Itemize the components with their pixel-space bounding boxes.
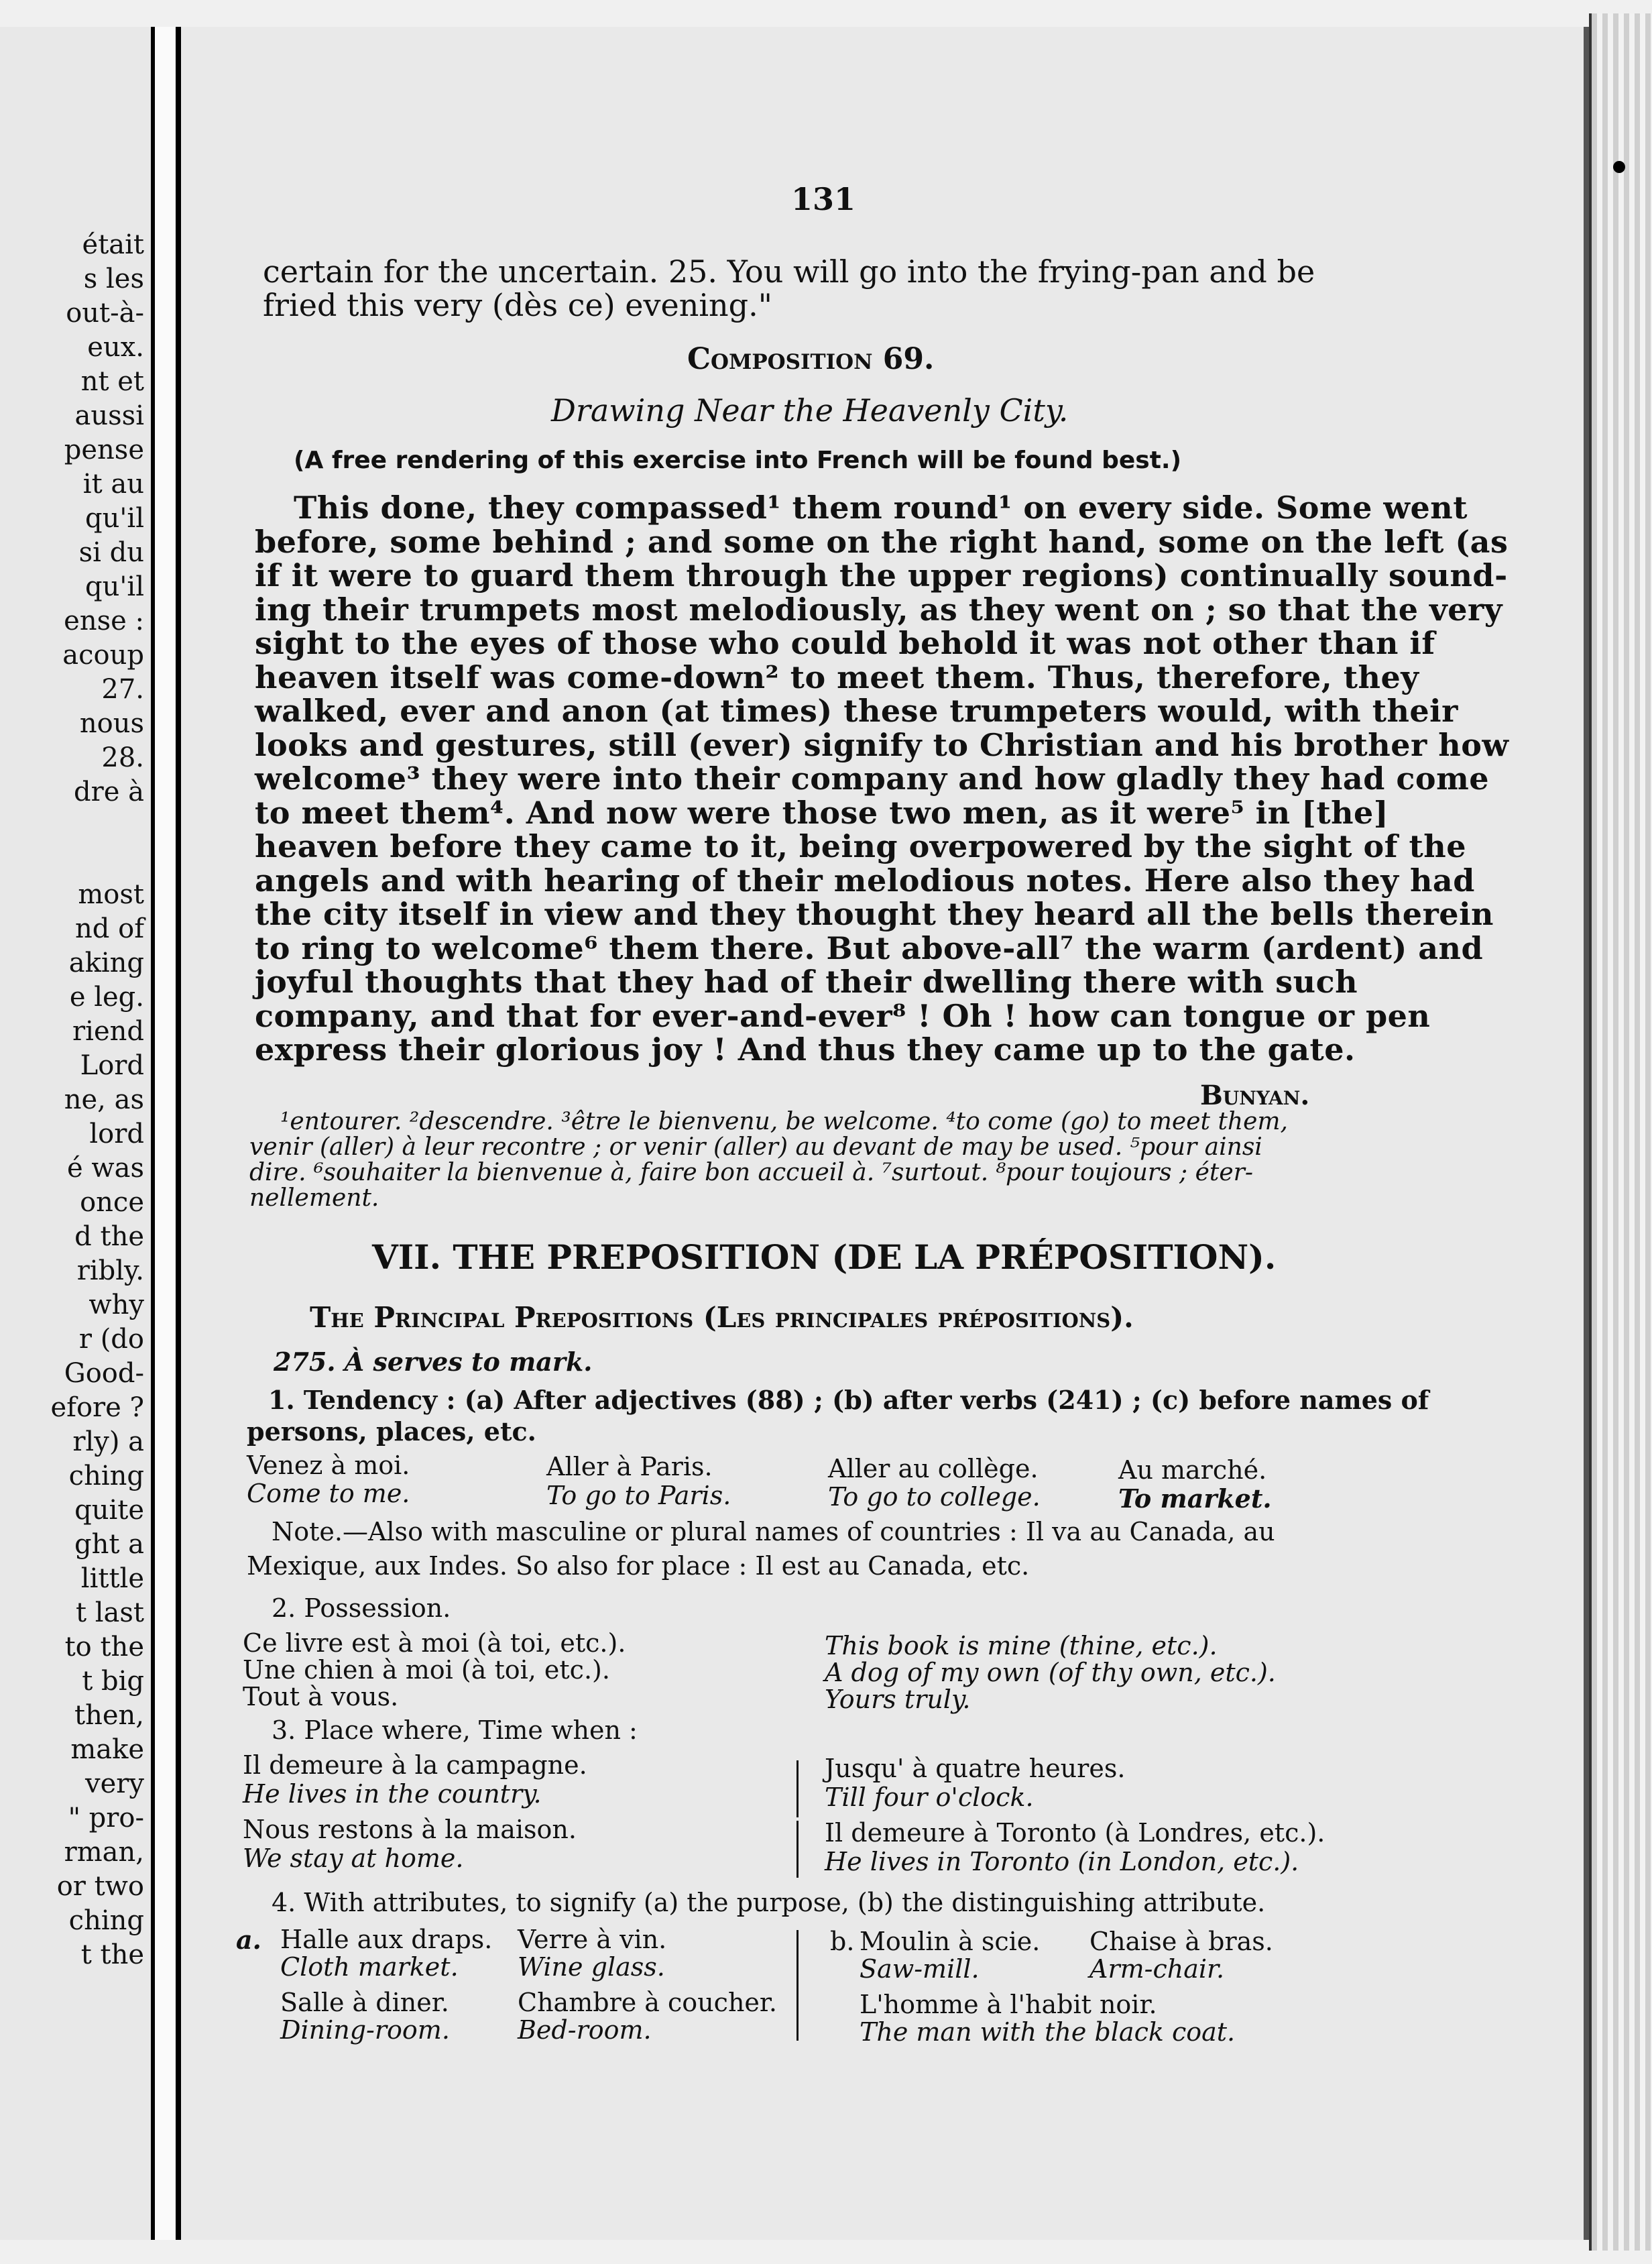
section-heading: VII. THE PREPOSITION (DE LA PRÉPOSITION). — [372, 1237, 1277, 1277]
composition-line: before, some behind ; and some on the right hand, some on the left (as — [255, 523, 1509, 560]
item4-english: Saw-mill. — [860, 1954, 980, 1984]
intro-line-1: certain for the uncertain. 25. You will go into the frying-pan and be — [263, 253, 1315, 290]
page-number: 131 — [791, 181, 856, 217]
item4-b-label: b. — [830, 1927, 855, 1956]
left-page-fragment: aussi — [74, 400, 144, 431]
item3-heading: 3. Place where, Time when : — [272, 1715, 638, 1745]
left-page-fragment: ching — [68, 1461, 144, 1491]
left-page-fragment: once — [80, 1187, 144, 1218]
item1-example-en-2: To go to Paris. — [546, 1481, 731, 1510]
composition-line: looks and gestures, still (ever) signify to Christian and his brother how — [255, 726, 1509, 763]
left-page-fragment: dre à — [74, 777, 144, 807]
item4-french: Chaise à bras. — [1089, 1927, 1273, 1956]
item3-french: Nous restons à la maison. — [243, 1815, 577, 1844]
item4-french: Salle à diner. — [280, 1988, 449, 2017]
left-page-fragment: ne, as — [64, 1084, 144, 1115]
item3-english: He lives in the country. — [243, 1779, 542, 1809]
left-page-fragment: make — [70, 1734, 144, 1765]
left-page-fragment: it au — [82, 469, 144, 500]
left-page-fragment: rly) a — [72, 1426, 144, 1457]
left-page-fragment: r (do — [78, 1324, 144, 1355]
left-page-fragment: ense : — [64, 606, 144, 636]
item1-example-fr-2: Aller à Paris. — [546, 1452, 713, 1481]
left-page-fragment: very — [85, 1768, 144, 1799]
footnote-line: nellement. — [249, 1184, 379, 1212]
item4-french: Moulin à scie. — [860, 1927, 1041, 1956]
section-subheading: The Principal Prepositions (Les principales prépositions). — [310, 1301, 1134, 1334]
composition-line: company, and that for ever-and-ever⁸ ! Oh ! how can tongue or pen — [255, 997, 1431, 1034]
left-page-fragment: ribly. — [76, 1255, 144, 1286]
left-page-fragment: rman, — [64, 1837, 144, 1868]
left-page-fragment: to the — [64, 1632, 144, 1662]
ink-dot — [1613, 161, 1625, 173]
item1-example-en-3: To go to college. — [828, 1482, 1041, 1512]
left-page-fragment: nd of — [75, 913, 144, 944]
left-page-fragment: d the — [74, 1221, 144, 1252]
item4-french: Chambre à coucher. — [518, 1988, 777, 2017]
item4-english: Cloth market. — [280, 1952, 459, 1982]
item3-english: He lives in Toronto (in London, etc.). — [825, 1847, 1299, 1876]
item1-example-en-4: To market. — [1118, 1483, 1272, 1514]
left-page-fragment: qu'il — [85, 571, 144, 602]
left-page-fragment: out-à- — [66, 298, 144, 329]
composition-heading: Composition 69. — [687, 342, 935, 376]
item4-a-label: a. — [236, 1925, 261, 1955]
item2-french: Tout à vous. — [243, 1682, 399, 1711]
composition-line: express their glorious joy ! And thus they came up to the gate. — [255, 1031, 1356, 1068]
footnote-line: dire. ⁶souhaiter la bienvenue à, faire bon accueil à. ⁷surtout. ⁸pour toujours ; éter- — [249, 1159, 1254, 1186]
item2-heading: 2. Possession. — [272, 1593, 451, 1623]
left-page-fragment: Good- — [64, 1358, 144, 1389]
item3-divider-1 — [796, 1760, 799, 1817]
item1-note-line1: Note.—Also with masculine or plural names of countries : Il va au Canada, au — [272, 1517, 1275, 1546]
item4-french: Verre à vin. — [518, 1925, 667, 1954]
intro-line-2: fried this very (dès ce) evening." — [263, 287, 772, 323]
left-page-fragment: nt et — [80, 366, 144, 397]
left-page-fragment: était — [82, 229, 144, 260]
left-page-fragment: 27. — [101, 674, 144, 705]
left-page-fragment: acoup — [62, 640, 144, 671]
composition-line: if it were to guard them through the upper regions) continually sound- — [255, 557, 1508, 593]
item3-french: Il demeure à Toronto (à Londres, etc.). — [825, 1818, 1325, 1848]
item3-english: We stay at home. — [243, 1844, 464, 1873]
left-page-fragment: si du — [78, 537, 144, 568]
left-page-fragment: why — [88, 1290, 144, 1320]
composition-line: ing their trumpets most melodiously, as they went on ; so that the very — [255, 591, 1502, 628]
item4-french: L'homme à l'habit noir. — [860, 1990, 1157, 2019]
item4-english: The man with the black coat. — [860, 2017, 1236, 2047]
item1-note-line2: Mexique, aux Indes. So also for place : Il est au Canada, etc. — [247, 1551, 1030, 1581]
item3-divider-2 — [796, 1821, 799, 1878]
left-page-fragment: most — [78, 879, 144, 910]
composition-line: This done, they compassed¹ them round¹ on every side. Some went — [294, 490, 1468, 526]
item2-french: Ce livre est à moi (à toi, etc.). — [243, 1628, 626, 1658]
left-page-fragment: lord — [89, 1119, 144, 1149]
left-page-fragment: riend — [72, 1016, 144, 1047]
composition-line: heaven itself was come-down² to meet them. Thus, therefore, they — [255, 659, 1419, 695]
composition-line: to meet them⁴. And now were those two men, as it were⁵ in [the] — [255, 794, 1389, 831]
composition-note: (A free rendering of this exercise into French will be found best.) — [294, 447, 1182, 474]
left-page-fragment: quite — [74, 1495, 144, 1526]
composition-line: joyful thoughts that they had of their dwelling there with such — [255, 964, 1358, 1000]
item1-line2: persons, places, etc. — [247, 1416, 536, 1447]
left-page-fragment: qu'il — [85, 503, 144, 534]
item1-example-fr-1: Venez à moi. — [247, 1451, 410, 1480]
left-page-fragment: ght a — [74, 1529, 144, 1560]
left-page-fragment: " pro- — [68, 1803, 144, 1833]
left-page-fragment: t big — [82, 1666, 144, 1697]
author-signature: Bunyan. — [1200, 1080, 1310, 1111]
composition-line: sight to the eyes of those who could behold it was not other than if — [255, 625, 1435, 661]
item3-french: Il demeure à la campagne. — [243, 1750, 587, 1780]
page-gutter — [155, 27, 175, 2240]
footnote-line: venir (aller) à leur recontre ; or venir (aller) au devant de may be used. ⁵pour ainsi — [249, 1133, 1262, 1161]
composition-line: heaven before they came to it, being overpowered by the sight of the — [255, 828, 1466, 864]
left-page-fragment: efore ? — [50, 1392, 144, 1423]
item4-divider — [796, 1930, 799, 2041]
item2-english: Yours truly. — [825, 1685, 971, 1714]
left-page-fragment: t the — [80, 1939, 144, 1970]
item1-example-fr-3: Aller au collège. — [828, 1454, 1039, 1483]
item4-english: Wine glass. — [518, 1952, 665, 1982]
item1-line1: 1. Tendency : (a) After adjectives (88) ; (b) after verbs (241) ; (c) before names of — [268, 1385, 1429, 1415]
left-page-fragment: then, — [74, 1700, 144, 1731]
composition-line: the city itself in view and they thought they heard all the bells therein — [255, 896, 1494, 932]
footnote-line: ¹entourer. ²descendre. ³être le bienvenu, be welcome. ⁴to come (go) to meet them, — [280, 1108, 1288, 1135]
item1-example-en-1: Come to me. — [247, 1479, 410, 1508]
item3-english: Till four o'clock. — [825, 1782, 1034, 1812]
left-page-fragment: s les — [83, 264, 144, 294]
left-page-fragment: Lord — [80, 1050, 144, 1081]
item2-english: This book is mine (thine, etc.). — [825, 1631, 1218, 1660]
composition-line: to ring to welcome⁶ them there. But above-all⁷ the warm (ardent) and — [255, 929, 1484, 966]
item2-english: A dog of my own (of thy own, etc.). — [825, 1658, 1276, 1687]
left-page-fragment: nous — [79, 708, 144, 739]
composition-title: Drawing Near the Heavenly City. — [551, 392, 1069, 429]
composition-line: welcome³ they were into their company and how gladly they had come — [255, 760, 1490, 797]
item4-english: Dining-room. — [280, 2015, 450, 2045]
left-page-fragment: ching — [68, 1905, 144, 1936]
item1-example-fr-4: Au marché. — [1118, 1455, 1267, 1485]
item4-english: Arm-chair. — [1089, 1954, 1225, 1984]
left-facing-page — [0, 27, 155, 2240]
composition-line: angels and with hearing of their melodious notes. Here also they had — [255, 862, 1475, 899]
page-edges — [1589, 13, 1652, 2251]
left-page-fragment: t last — [75, 1597, 144, 1628]
item3-french: Jusqu' à quatre heures. — [825, 1754, 1126, 1783]
left-page-fragment: pense — [64, 435, 144, 465]
item4-english: Bed-room. — [518, 2015, 652, 2045]
left-page-fragment: aking — [68, 948, 144, 978]
item4-heading: 4. With attributes, to signify (a) the purpose, (b) the distinguishing attribute. — [272, 1888, 1266, 1917]
left-page-fragment: or two — [56, 1871, 144, 1902]
composition-line: walked, ever and anon (at times) these trumpeters would, with their — [255, 693, 1458, 729]
rule-275: 275. À serves to mark. — [274, 1347, 593, 1377]
left-page-fragment: é was — [67, 1153, 144, 1184]
left-page-fragment: 28. — [101, 742, 144, 773]
left-page-fragment: little — [80, 1563, 144, 1594]
left-page-fragment: e leg. — [69, 982, 144, 1013]
left-page-fragment: eux. — [87, 332, 144, 363]
item4-french: Halle aux draps. — [280, 1925, 493, 1954]
item2-french: Une chien à moi (à toi, etc.). — [243, 1655, 610, 1685]
